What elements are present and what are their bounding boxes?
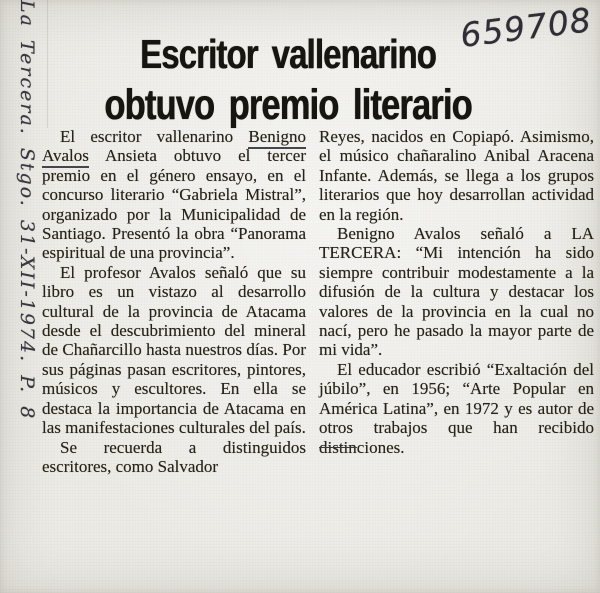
paragraph-1-text-continued: Ansieta obtuvo el tercer premio en el género ensayo, en el concurso literario “Gabriela Mistral”, organizado por la Municipalidad de Santiago. Presentó la obra “Panorama espiritual de una provincia”.: [42, 146, 306, 263]
paragraph-4: Benigno Avalos señaló a LA TERCERA: “Mi intención ha sido siempre contribuir modestamente a la difusión de la cultura y destacar los valores de la provincia en la cual no nací, pero he pasado la mayor parte de mi vida”.: [319, 224, 594, 360]
article-body: [42, 127, 594, 476]
article-column-2: [319, 127, 594, 476]
paragraph-2: El profesor Avalos señaló que su libro es un vistazo al desarrollo cultural de la provincia de Atacama desde el descubrimiento del mineral de Chañarcillo hasta nuestros días. Por sus páginas pasan escritores, pintores, músicos y escultores. En ella se destaca la importancia de Atacama en las manifestaciones culturales del país.: [42, 262, 306, 438]
article-column-1: [42, 127, 306, 476]
paragraph-5-text-continued: ciones.: [356, 437, 405, 457]
handwritten-catalog-number: 659708: [458, 0, 594, 55]
paragraph-3: Se recuerda a distinguidos escritores, como Salvador: [42, 437, 306, 476]
handwritten-source-note: La Tercera. Stgo. 31-XII-1974. P. 8: [16, 0, 38, 421]
pen-underlined-name: Benigno Avalos: [42, 127, 306, 168]
paragraph-1-text: El escritor vallenarino: [60, 127, 249, 146]
headline-line-2: obtuvo premio literario: [104, 81, 472, 130]
struck-word-fragment: distin: [319, 437, 357, 457]
paragraph-3-continuation: Reyes, nacidos en Copiapó. Asimismo, el músico chañaralino Anibal Aracena Infante. Además, se llega a los grupos literarios que hoy desarrollan actividad en la región.: [319, 127, 594, 224]
paragraph-5: [319, 360, 594, 457]
paragraph-5-text: El educador escribió “Exaltación del júbilo”, en 1956; “Arte Popular en América Latina”, en 1972 y es autor de otros trabajos que han recibido: [319, 359, 594, 438]
headline-line-1: Escritor vallenarino: [140, 31, 436, 78]
paragraph-1: [42, 127, 306, 263]
